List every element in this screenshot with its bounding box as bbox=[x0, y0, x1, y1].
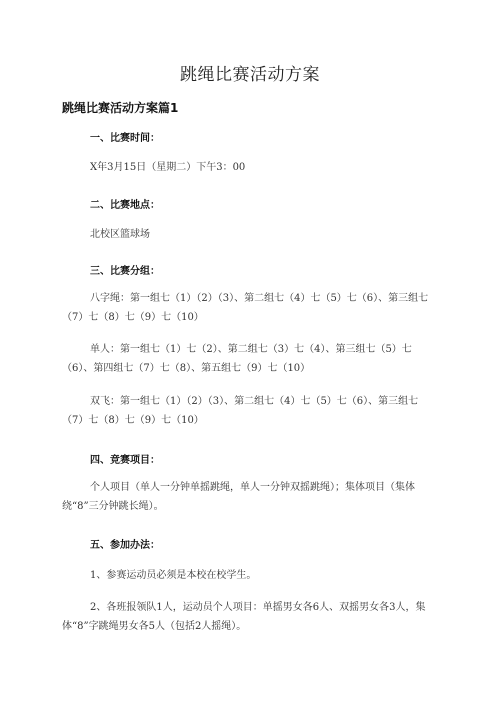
paragraph-groups-figure8: 八字绳：第一组七（1）（2）（3）、第二组七（4）七（5）七（6）、第三组七（7）七（8）七（9）七（10） bbox=[62, 293, 429, 323]
paragraph-events: 个人项目（单人一分钟单摇跳绳，单人一分钟双摇跳绳）；集体项目（集体绕“8”三分钟跳长绳）。 bbox=[62, 482, 415, 512]
paragraph-participation-1: 1、参赛运动员必须是本校在校学生。 bbox=[90, 570, 257, 581]
paragraph-location: 北校区篮球场 bbox=[90, 229, 150, 240]
paragraph-groups-double: 双飞：第一组七（1）（2）（3）、第二组七（4）七（5）七（6）、第三组七（7）七（8）七（9）七（10） bbox=[62, 396, 419, 426]
paragraph-time: X年3月15日（星期二）下午3：00 bbox=[90, 162, 246, 173]
paragraph-groups-single: 单人：第一组七（1）七（2）、第二组七（3）七（4）、第三组七（5）七（6）、第四组七（7）七（8）、第五组七（9）七（10） bbox=[62, 344, 412, 374]
section-title: 跳绳比赛活动方案篇1 bbox=[62, 101, 179, 115]
heading-time: 一、比赛时间： bbox=[90, 133, 160, 144]
heading-groups: 三、比赛分组： bbox=[90, 266, 160, 277]
paragraph-participation-2: 2、各班报领队1人，运动员个人项目：单摇男女各6人、双摇男女各3人，集体“8”字跳绳男女各5人（包括2人摇绳）。 bbox=[62, 602, 426, 632]
page-title: 跳绳比赛活动方案 bbox=[180, 65, 320, 85]
heading-location: 二、比赛地点： bbox=[90, 200, 160, 211]
heading-events: 四、竞赛项目： bbox=[90, 455, 160, 466]
heading-participation: 五、参加办法： bbox=[90, 540, 160, 551]
